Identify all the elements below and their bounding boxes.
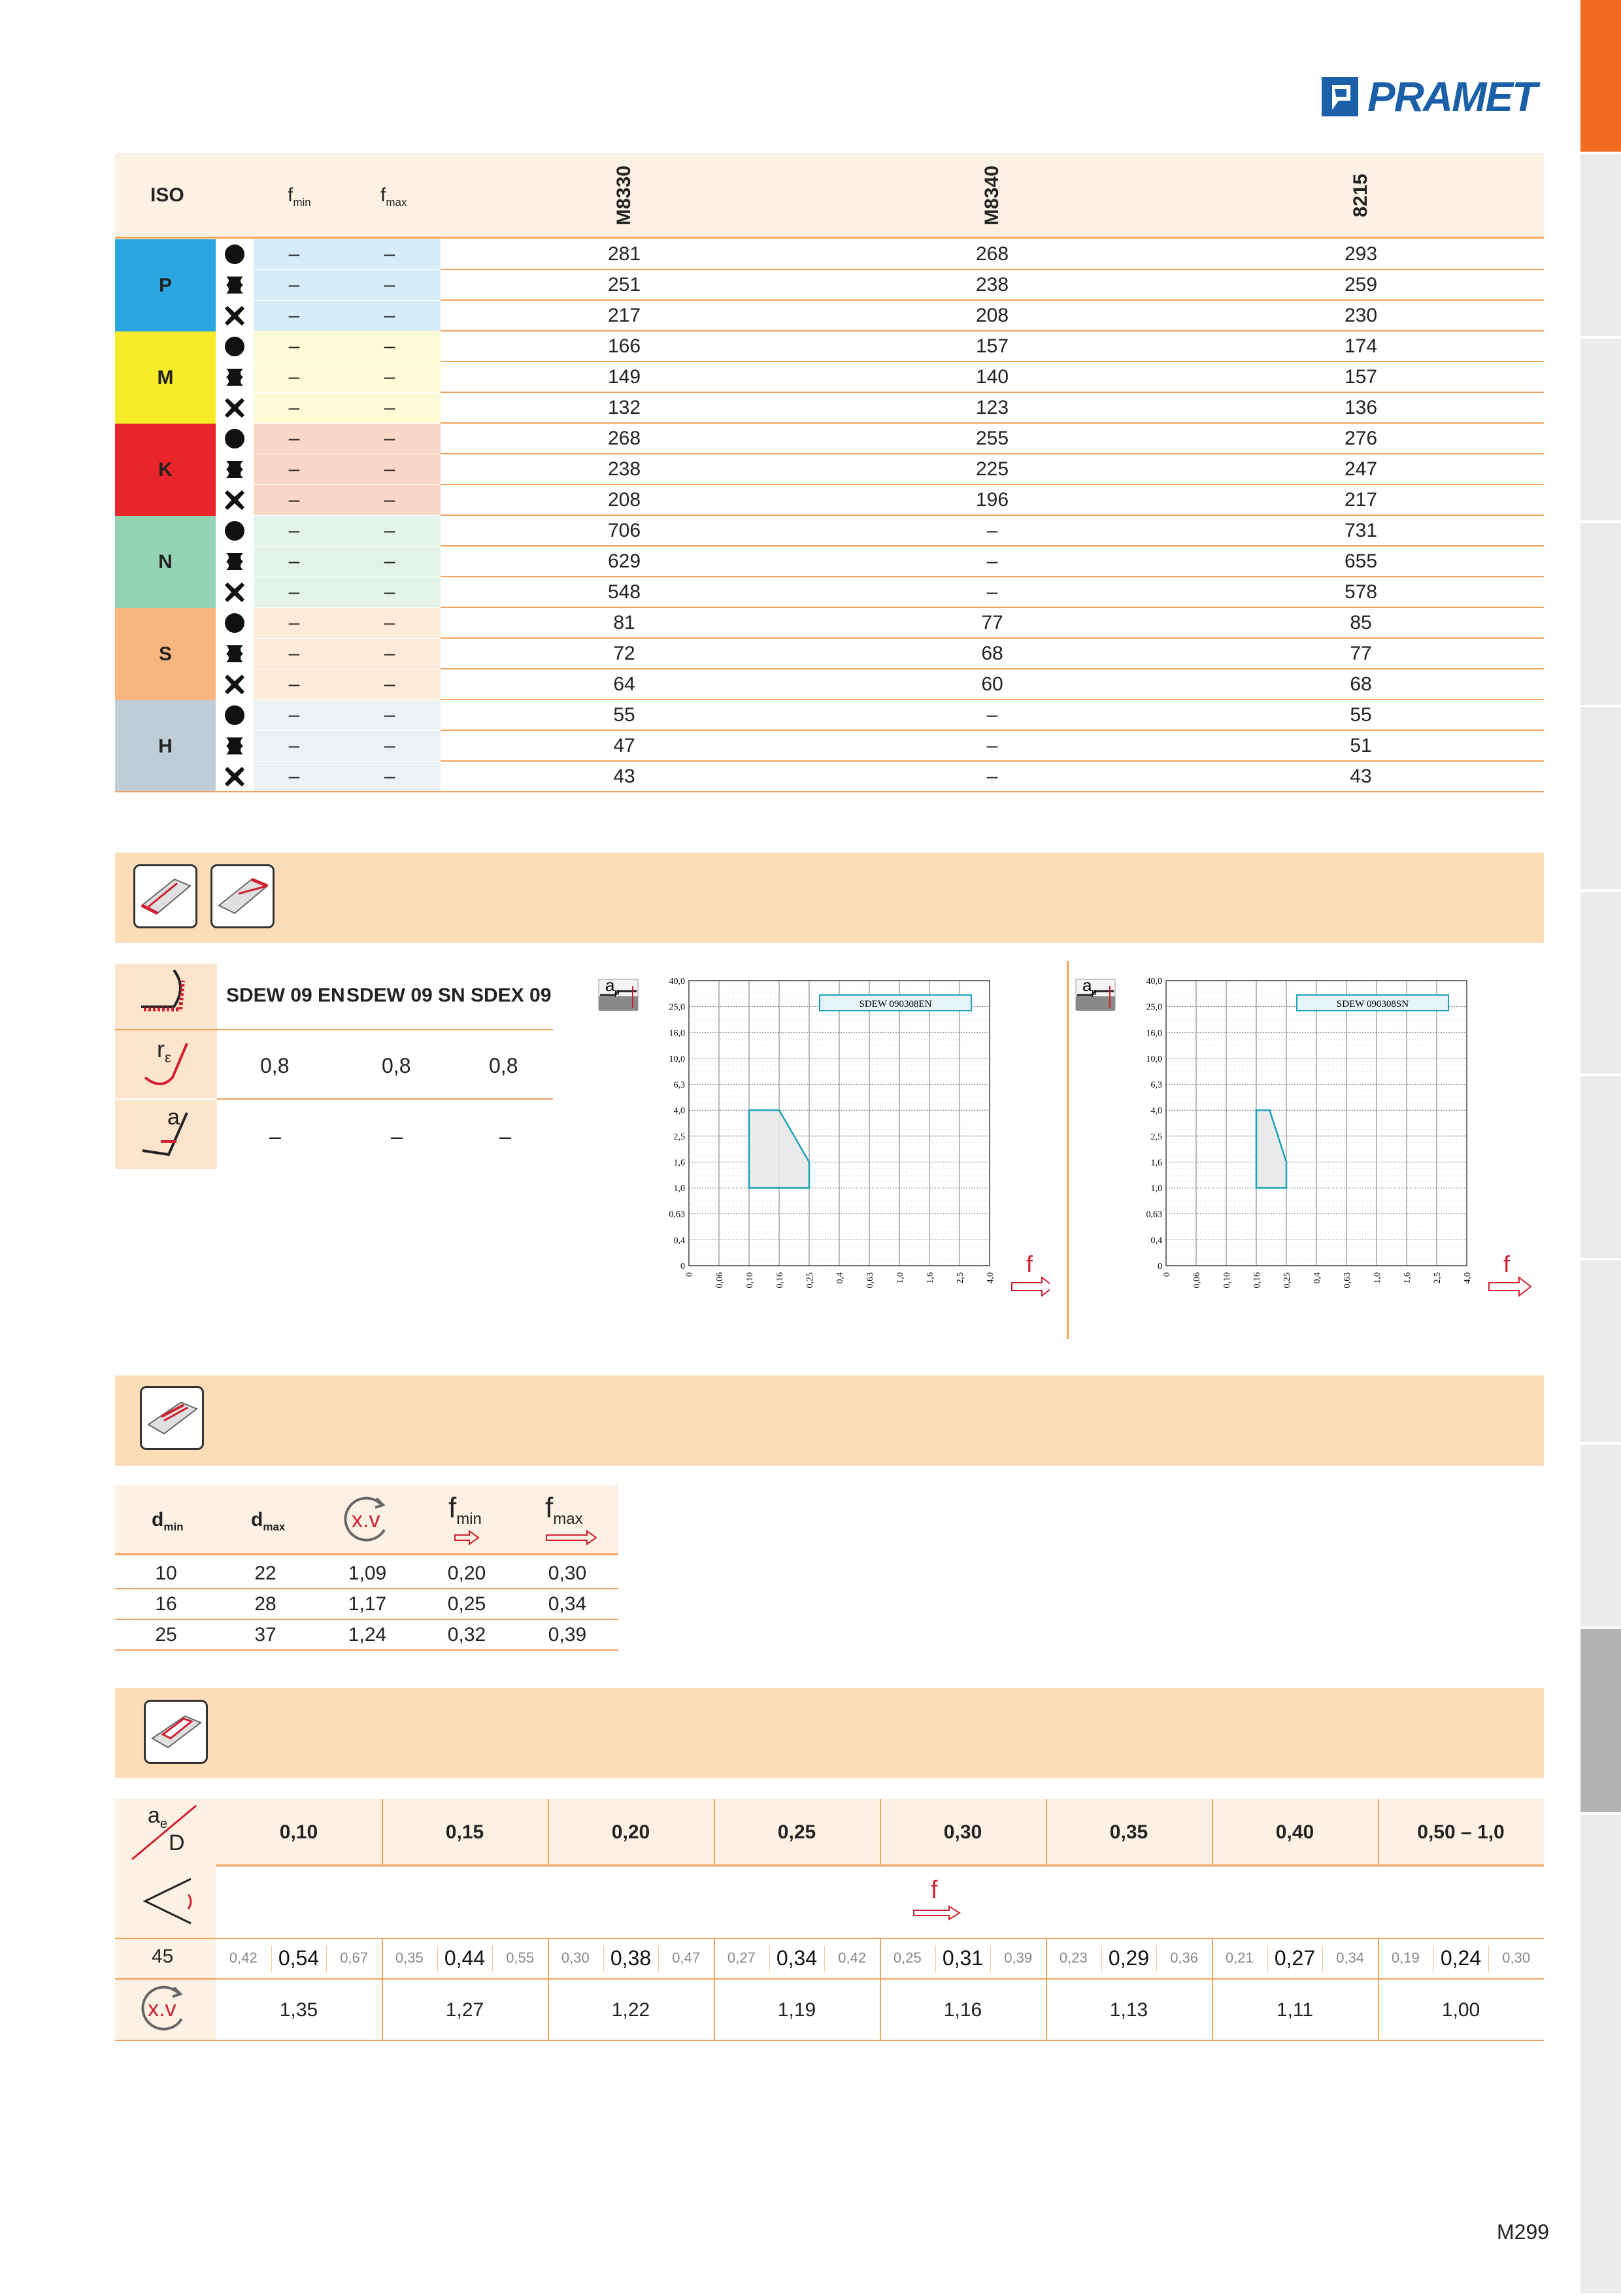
logo-mark-icon: [1320, 76, 1361, 119]
iso-cell: 55: [613, 704, 635, 726]
y-tick-label: 0,4: [673, 1236, 685, 1246]
ap-label: a: [605, 975, 615, 995]
iso-cell: 706: [607, 520, 641, 541]
iso-cell: 268: [975, 243, 1009, 265]
section-band-facing: [115, 853, 1544, 943]
section-band-plunging: [115, 1376, 1544, 1466]
iso-cell: –: [986, 581, 998, 603]
iso-cell: 247: [1344, 458, 1378, 480]
machining-average-icon: [224, 735, 246, 757]
iso-cell: 293: [1344, 243, 1378, 265]
feed-max: 0,55: [506, 1950, 535, 1966]
y-tick-label: 25,0: [1146, 1002, 1162, 1013]
diameter-cell: 10: [155, 1562, 177, 1584]
chart-title: SDEW 090308SN: [1336, 999, 1409, 1009]
ramping-icon: [140, 1386, 204, 1450]
side-tab-current[interactable]: [1580, 1629, 1621, 1815]
x-tick-label: 1,0: [895, 1272, 905, 1284]
machining-difficult-icon: [224, 766, 246, 788]
iso-cell: –: [986, 704, 998, 726]
diameter-cell: 0,30: [548, 1562, 587, 1584]
iso-cell: –: [384, 458, 395, 480]
side-tab[interactable]: [1580, 1445, 1621, 1629]
iso-cell: –: [384, 581, 395, 603]
iso-cell: –: [288, 305, 300, 326]
xv-value: 1,13: [1109, 1999, 1148, 2021]
iso-cell: –: [384, 335, 395, 357]
ae-column-header: 0,35: [1109, 1821, 1148, 1843]
iso-group-m: M: [115, 331, 216, 424]
feed-arrow-icon: [1489, 1277, 1531, 1296]
ae-column-header: 0,50 – 1,0: [1417, 1821, 1505, 1843]
chart-sdew-en: [592, 965, 1050, 1357]
side-tab[interactable]: [1580, 339, 1621, 523]
insert-column-header: SDEW 09 SN: [346, 985, 465, 1006]
iso-cell: –: [288, 520, 300, 541]
xv-value: 1,16: [943, 1999, 982, 2021]
y-tick-label: 4,0: [1150, 1106, 1162, 1117]
y-tick-label: 6,3: [1150, 1080, 1162, 1090]
iso-cell: –: [288, 550, 300, 572]
iso-cell: 43: [1350, 766, 1372, 787]
xv-value: 1,00: [1441, 1999, 1480, 2021]
iso-cell: –: [288, 643, 300, 664]
iso-cell: –: [384, 673, 395, 695]
brand-name: PRAMET: [1367, 73, 1537, 120]
diameter-cell: 28: [254, 1593, 276, 1615]
diameter-cell: 1,09: [348, 1562, 387, 1584]
y-tick-label: 1,6: [1150, 1158, 1162, 1168]
iso-cell: 68: [981, 643, 1003, 664]
iso-cell: –: [288, 458, 300, 480]
iso-cell: –: [384, 704, 395, 726]
xv-value: 1,19: [777, 1999, 816, 2021]
iso-cell: 629: [607, 550, 641, 572]
y-tick-label: 4,0: [673, 1106, 685, 1117]
page-number: M299: [1497, 2220, 1550, 2244]
diameter-cell: 25: [155, 1624, 177, 1646]
iso-cell: –: [384, 489, 395, 511]
feed-max: 0,39: [1004, 1950, 1033, 1966]
side-tab[interactable]: [1580, 1076, 1621, 1260]
iso-cell: –: [288, 366, 300, 388]
x-tick-label: 4,0: [1463, 1272, 1473, 1284]
x-tick-label: 0,63: [865, 1272, 875, 1289]
iso-cell: –: [288, 335, 300, 357]
corner-radius-icon: [141, 1038, 193, 1093]
y-tick-label: 2,5: [673, 1132, 685, 1142]
diameter-cell: 1,17: [348, 1593, 387, 1615]
machining-average-icon: [224, 274, 246, 296]
iso-cell: –: [384, 397, 395, 418]
iso-cell: –: [384, 643, 395, 664]
iso-cell: 655: [1344, 550, 1378, 572]
iso-cell: –: [384, 735, 395, 756]
diameter-cell: 16: [155, 1593, 177, 1615]
iso-cell: –: [384, 520, 395, 541]
iso-cell: 68: [1350, 673, 1372, 695]
machining-difficult-icon: [224, 397, 246, 419]
iso-cell: 208: [607, 489, 641, 511]
machining-good-icon: [224, 335, 246, 358]
iso-cell: 77: [1350, 643, 1372, 664]
dmin-header: $d_{min}$: [152, 1509, 184, 1533]
grade-header: M8330: [613, 165, 635, 226]
x-tick-label: 1,6: [926, 1272, 935, 1284]
iso-cell: 259: [1344, 274, 1378, 295]
iso-cell: –: [384, 243, 395, 265]
iso-cell: –: [384, 305, 395, 326]
iso-cell: –: [288, 581, 300, 603]
iso-cell: 123: [975, 397, 1009, 418]
iso-cell: –: [288, 243, 300, 265]
x-tick-label: 1,0: [1373, 1272, 1382, 1284]
ae-column-header: 0,20: [611, 1821, 650, 1843]
chart-divider: [1067, 961, 1069, 1339]
iso-cell: 51: [1350, 735, 1372, 756]
iso-cell: –: [288, 397, 300, 418]
grade-header: M8340: [981, 165, 1003, 226]
y-tick-label: 2,5: [1150, 1132, 1162, 1142]
arrow-right-icon: [912, 1905, 961, 1921]
iso-cell: –: [986, 550, 998, 572]
feed-max: 0,47: [672, 1950, 701, 1966]
iso-cell: 281: [607, 243, 641, 265]
feed-min: 0,42: [229, 1950, 258, 1966]
feed-recommended: 0,29: [1108, 1946, 1150, 1970]
feed-recommended: 0,44: [444, 1946, 486, 1970]
iso-group-p: P: [115, 239, 216, 331]
iso-cell: 47: [613, 735, 635, 756]
iso-cell: 217: [1344, 489, 1378, 511]
machining-average-icon: [224, 366, 246, 388]
side-tab[interactable]: [1580, 707, 1621, 892]
xv-header: x.v: [352, 1508, 380, 1532]
iso-cell: 208: [975, 305, 1009, 326]
y-tick-label: 1,6: [673, 1158, 685, 1168]
iso-cell: 731: [1344, 520, 1378, 541]
chart-sdew-sn: [1069, 965, 1540, 1357]
diameter-cell: 0,32: [447, 1624, 486, 1646]
iso-cell: 166: [607, 335, 641, 357]
a-value: –: [269, 1124, 281, 1148]
y-tick-label: 0,63: [669, 1209, 685, 1220]
feed-max: 0,30: [1502, 1950, 1531, 1966]
feed-min: 0,35: [395, 1950, 424, 1966]
iso-cell: 60: [981, 673, 1003, 695]
angle-value: 45: [152, 1946, 174, 1967]
iso-cell: 140: [975, 366, 1009, 388]
xv-value: 1,11: [1276, 1999, 1314, 2021]
iso-cell: 157: [975, 335, 1009, 357]
y-tick-label: 10,0: [669, 1054, 685, 1064]
d-label: D: [169, 1831, 185, 1855]
iso-cell: –: [384, 766, 395, 787]
x-tick-label: 0,16: [1252, 1272, 1262, 1289]
iso-cell: –: [986, 520, 998, 541]
machining-difficult-icon: [224, 489, 246, 511]
insert-geometry-icon: [135, 968, 193, 1020]
feed-max: 0,36: [1170, 1950, 1199, 1966]
fmin-header: $f_{min}$: [288, 184, 311, 209]
y-tick-label: 0,4: [1150, 1236, 1162, 1246]
iso-cell: 255: [975, 428, 1009, 449]
y-tick-label: 0: [680, 1262, 685, 1272]
iso-cell: 268: [607, 428, 641, 449]
fmax-header: $f_{max}$: [545, 1492, 583, 1528]
fmax-header: $f_{max}$: [380, 184, 407, 209]
feed-min: 0,21: [1225, 1950, 1254, 1966]
machining-good-icon: [224, 520, 246, 542]
x-tick-label: 0,4: [835, 1272, 845, 1284]
iso-cell: 77: [981, 612, 1003, 633]
x-tick-label: 0,10: [1222, 1272, 1232, 1289]
side-tab[interactable]: [1580, 1815, 1621, 2296]
iso-cell: 217: [607, 305, 641, 326]
xv-value: 1,35: [279, 1999, 318, 2021]
diameter-cell: 0,39: [548, 1624, 587, 1646]
feed-label: f: [931, 1876, 938, 1904]
iso-cell: –: [384, 274, 395, 295]
iso-cell: 157: [1344, 366, 1378, 388]
iso-cell: 81: [613, 612, 635, 633]
feed-max: 0,34: [1336, 1950, 1365, 1966]
iso-cell: –: [384, 366, 395, 388]
x-tick-label: 0: [685, 1272, 695, 1277]
angle-icon: [139, 1875, 197, 1927]
feed-recommended: 0,27: [1274, 1946, 1316, 1970]
iso-cell: –: [288, 704, 300, 726]
side-tab[interactable]: [1580, 154, 1621, 339]
feed-min: 0,30: [561, 1950, 590, 1966]
iso-cell: 238: [975, 274, 1009, 295]
ae-column-header: 0,40: [1275, 1821, 1314, 1843]
iso-group-h: H: [115, 700, 216, 792]
side-tab[interactable]: [1580, 892, 1621, 1076]
x-tick-label: 0: [1162, 1272, 1172, 1277]
shoulder-milling-icon: [210, 864, 275, 928]
iso-cell: 72: [613, 643, 635, 664]
corner-radius-label: $r_\varepsilon$: [157, 1036, 171, 1066]
feed-max: 0,67: [340, 1950, 369, 1966]
ae-column-header: 0,25: [777, 1821, 816, 1843]
iso-group-s: S: [115, 608, 216, 700]
machining-difficult-icon: [224, 673, 246, 696]
ae-column-header: 0,10: [279, 1821, 318, 1843]
iso-cell: –: [384, 428, 395, 449]
diameter-cell: 0,20: [447, 1562, 486, 1584]
iso-cell: 64: [613, 673, 635, 695]
iso-group-n: N: [115, 516, 216, 608]
feed-min: 0,19: [1391, 1950, 1420, 1966]
feed-recommended: 0,38: [610, 1946, 652, 1970]
iso-cell: 251: [607, 274, 641, 295]
iso-cell: 43: [613, 766, 635, 787]
feed-recommended: 0,31: [942, 1946, 984, 1970]
a-value: –: [499, 1124, 511, 1148]
y-tick-label: 40,0: [1146, 977, 1162, 987]
x-tick-label: 2,5: [956, 1272, 965, 1284]
machining-average-icon: [224, 458, 246, 481]
iso-cell: –: [288, 673, 300, 695]
x-tick-label: 0,06: [715, 1272, 725, 1289]
iso-cell: 85: [1350, 612, 1372, 633]
iso-cell: –: [288, 735, 300, 756]
face-milling-icon: [133, 864, 197, 928]
pramet-logo: [1320, 73, 1546, 120]
chart-title: SDEW 090308EN: [859, 999, 932, 1009]
machining-average-icon: [224, 550, 246, 573]
side-tab[interactable]: [1580, 523, 1621, 707]
x-tick-label: 0,25: [1282, 1272, 1292, 1289]
machining-good-icon: [224, 243, 246, 265]
machining-good-icon: [224, 612, 246, 634]
wiper-label: a: [167, 1105, 180, 1130]
ap-label: a: [1082, 975, 1092, 995]
feed-recommended: 0,24: [1440, 1946, 1482, 1970]
y-tick-label: 6,3: [673, 1080, 685, 1090]
x-tick-label: 1,6: [1403, 1272, 1412, 1284]
y-tick-label: 0,63: [1146, 1209, 1162, 1220]
feed-recommended: 0,54: [278, 1946, 320, 1970]
re-value: 0,8: [382, 1054, 411, 1077]
ap-sub: p: [1092, 987, 1097, 997]
feed-axis-label: f: [1026, 1251, 1033, 1277]
iso-cell: 136: [1344, 397, 1378, 418]
x-tick-label: 0,4: [1312, 1272, 1322, 1284]
y-tick-label: 16,0: [1146, 1028, 1162, 1039]
iso-cell: 230: [1344, 305, 1378, 326]
y-tick-label: 0: [1158, 1262, 1162, 1272]
feed-min: 0,25: [893, 1950, 922, 1966]
fmin-header: $f_{min}$: [448, 1492, 482, 1528]
machining-good-icon: [224, 428, 246, 450]
machining-difficult-icon: [224, 305, 246, 327]
iso-cell: 225: [975, 458, 1009, 480]
diameter-cell: 1,24: [348, 1624, 387, 1646]
slotting-icon: [144, 1700, 208, 1764]
iso-cell: 548: [607, 581, 641, 603]
x-tick-label: 0,63: [1343, 1272, 1352, 1289]
iso-cell: –: [288, 489, 300, 511]
feed-recommended: 0,34: [776, 1946, 818, 1970]
iso-group-k: K: [115, 424, 216, 516]
ae-label: $a_e$: [148, 1803, 168, 1831]
y-tick-label: 25,0: [669, 1002, 685, 1013]
dmax-header: $d_{max}$: [251, 1509, 286, 1533]
iso-cell: 238: [607, 458, 641, 480]
side-tab[interactable]: [1580, 1260, 1621, 1445]
iso-cell: –: [288, 274, 300, 295]
iso-header: ISO: [150, 184, 184, 206]
ae-column-header: 0,15: [445, 1821, 484, 1843]
x-tick-label: 0,16: [775, 1272, 785, 1289]
x-tick-label: 0,06: [1192, 1272, 1202, 1289]
section-band-slotting: [115, 1688, 1544, 1778]
iso-table-header: [115, 153, 1544, 237]
diameter-cell: 0,34: [548, 1593, 587, 1615]
arrow-right-icon: [545, 1530, 597, 1545]
iso-cell: 578: [1344, 581, 1378, 603]
y-tick-label: 10,0: [1146, 1054, 1162, 1064]
grade-header: 8215: [1350, 173, 1371, 218]
feed-axis-label: f: [1503, 1251, 1511, 1277]
feed-max: 0,42: [838, 1950, 867, 1966]
xv-value: 1,27: [445, 1999, 484, 2021]
diameter-cell: 0,25: [447, 1593, 486, 1615]
machining-average-icon: [224, 643, 246, 665]
x-tick-label: 0,25: [805, 1272, 815, 1289]
iso-cell: 276: [1344, 428, 1378, 449]
ap-sub: p: [614, 987, 620, 997]
iso-cell: 174: [1344, 335, 1378, 357]
iso-cell: –: [384, 612, 395, 633]
diameter-cell: 22: [254, 1562, 276, 1584]
header-divider: [115, 237, 1544, 239]
iso-cell: –: [288, 766, 300, 787]
insert-column-header: SDEW 09 EN: [226, 985, 345, 1006]
insert-column-header: SDEX 09: [471, 985, 552, 1006]
y-tick-label: 1,0: [1150, 1184, 1162, 1194]
arrow-right-icon: [454, 1530, 480, 1545]
xv-label: x.v: [148, 1997, 176, 2021]
a-value: –: [391, 1124, 403, 1148]
feed-min: 0,23: [1059, 1950, 1088, 1966]
iso-cell: 196: [975, 489, 1009, 511]
iso-cell: –: [384, 550, 395, 572]
active-tab[interactable]: [1580, 0, 1621, 154]
iso-cell: –: [986, 766, 998, 787]
diameter-cell: 37: [254, 1624, 276, 1646]
feed-min: 0,27: [727, 1950, 756, 1966]
xv-value: 1,22: [611, 1999, 650, 2021]
iso-cell: 149: [607, 366, 641, 388]
y-tick-label: 1,0: [673, 1184, 685, 1194]
machining-good-icon: [224, 704, 246, 726]
feed-arrow-icon: [1012, 1277, 1050, 1296]
iso-cell: –: [986, 735, 998, 756]
iso-cell: –: [288, 612, 300, 633]
re-value: 0,8: [489, 1054, 518, 1077]
iso-cell: 55: [1350, 704, 1372, 726]
x-tick-label: 0,10: [745, 1272, 755, 1289]
iso-cell: 132: [607, 397, 641, 418]
ae-column-header: 0,30: [943, 1821, 982, 1843]
y-tick-label: 16,0: [669, 1028, 685, 1039]
x-tick-label: 2,5: [1433, 1272, 1443, 1284]
x-tick-label: 4,0: [986, 1272, 995, 1284]
y-tick-label: 40,0: [669, 977, 685, 987]
iso-cell: –: [288, 428, 300, 449]
machining-difficult-icon: [224, 581, 246, 603]
re-value: 0,8: [260, 1054, 290, 1077]
